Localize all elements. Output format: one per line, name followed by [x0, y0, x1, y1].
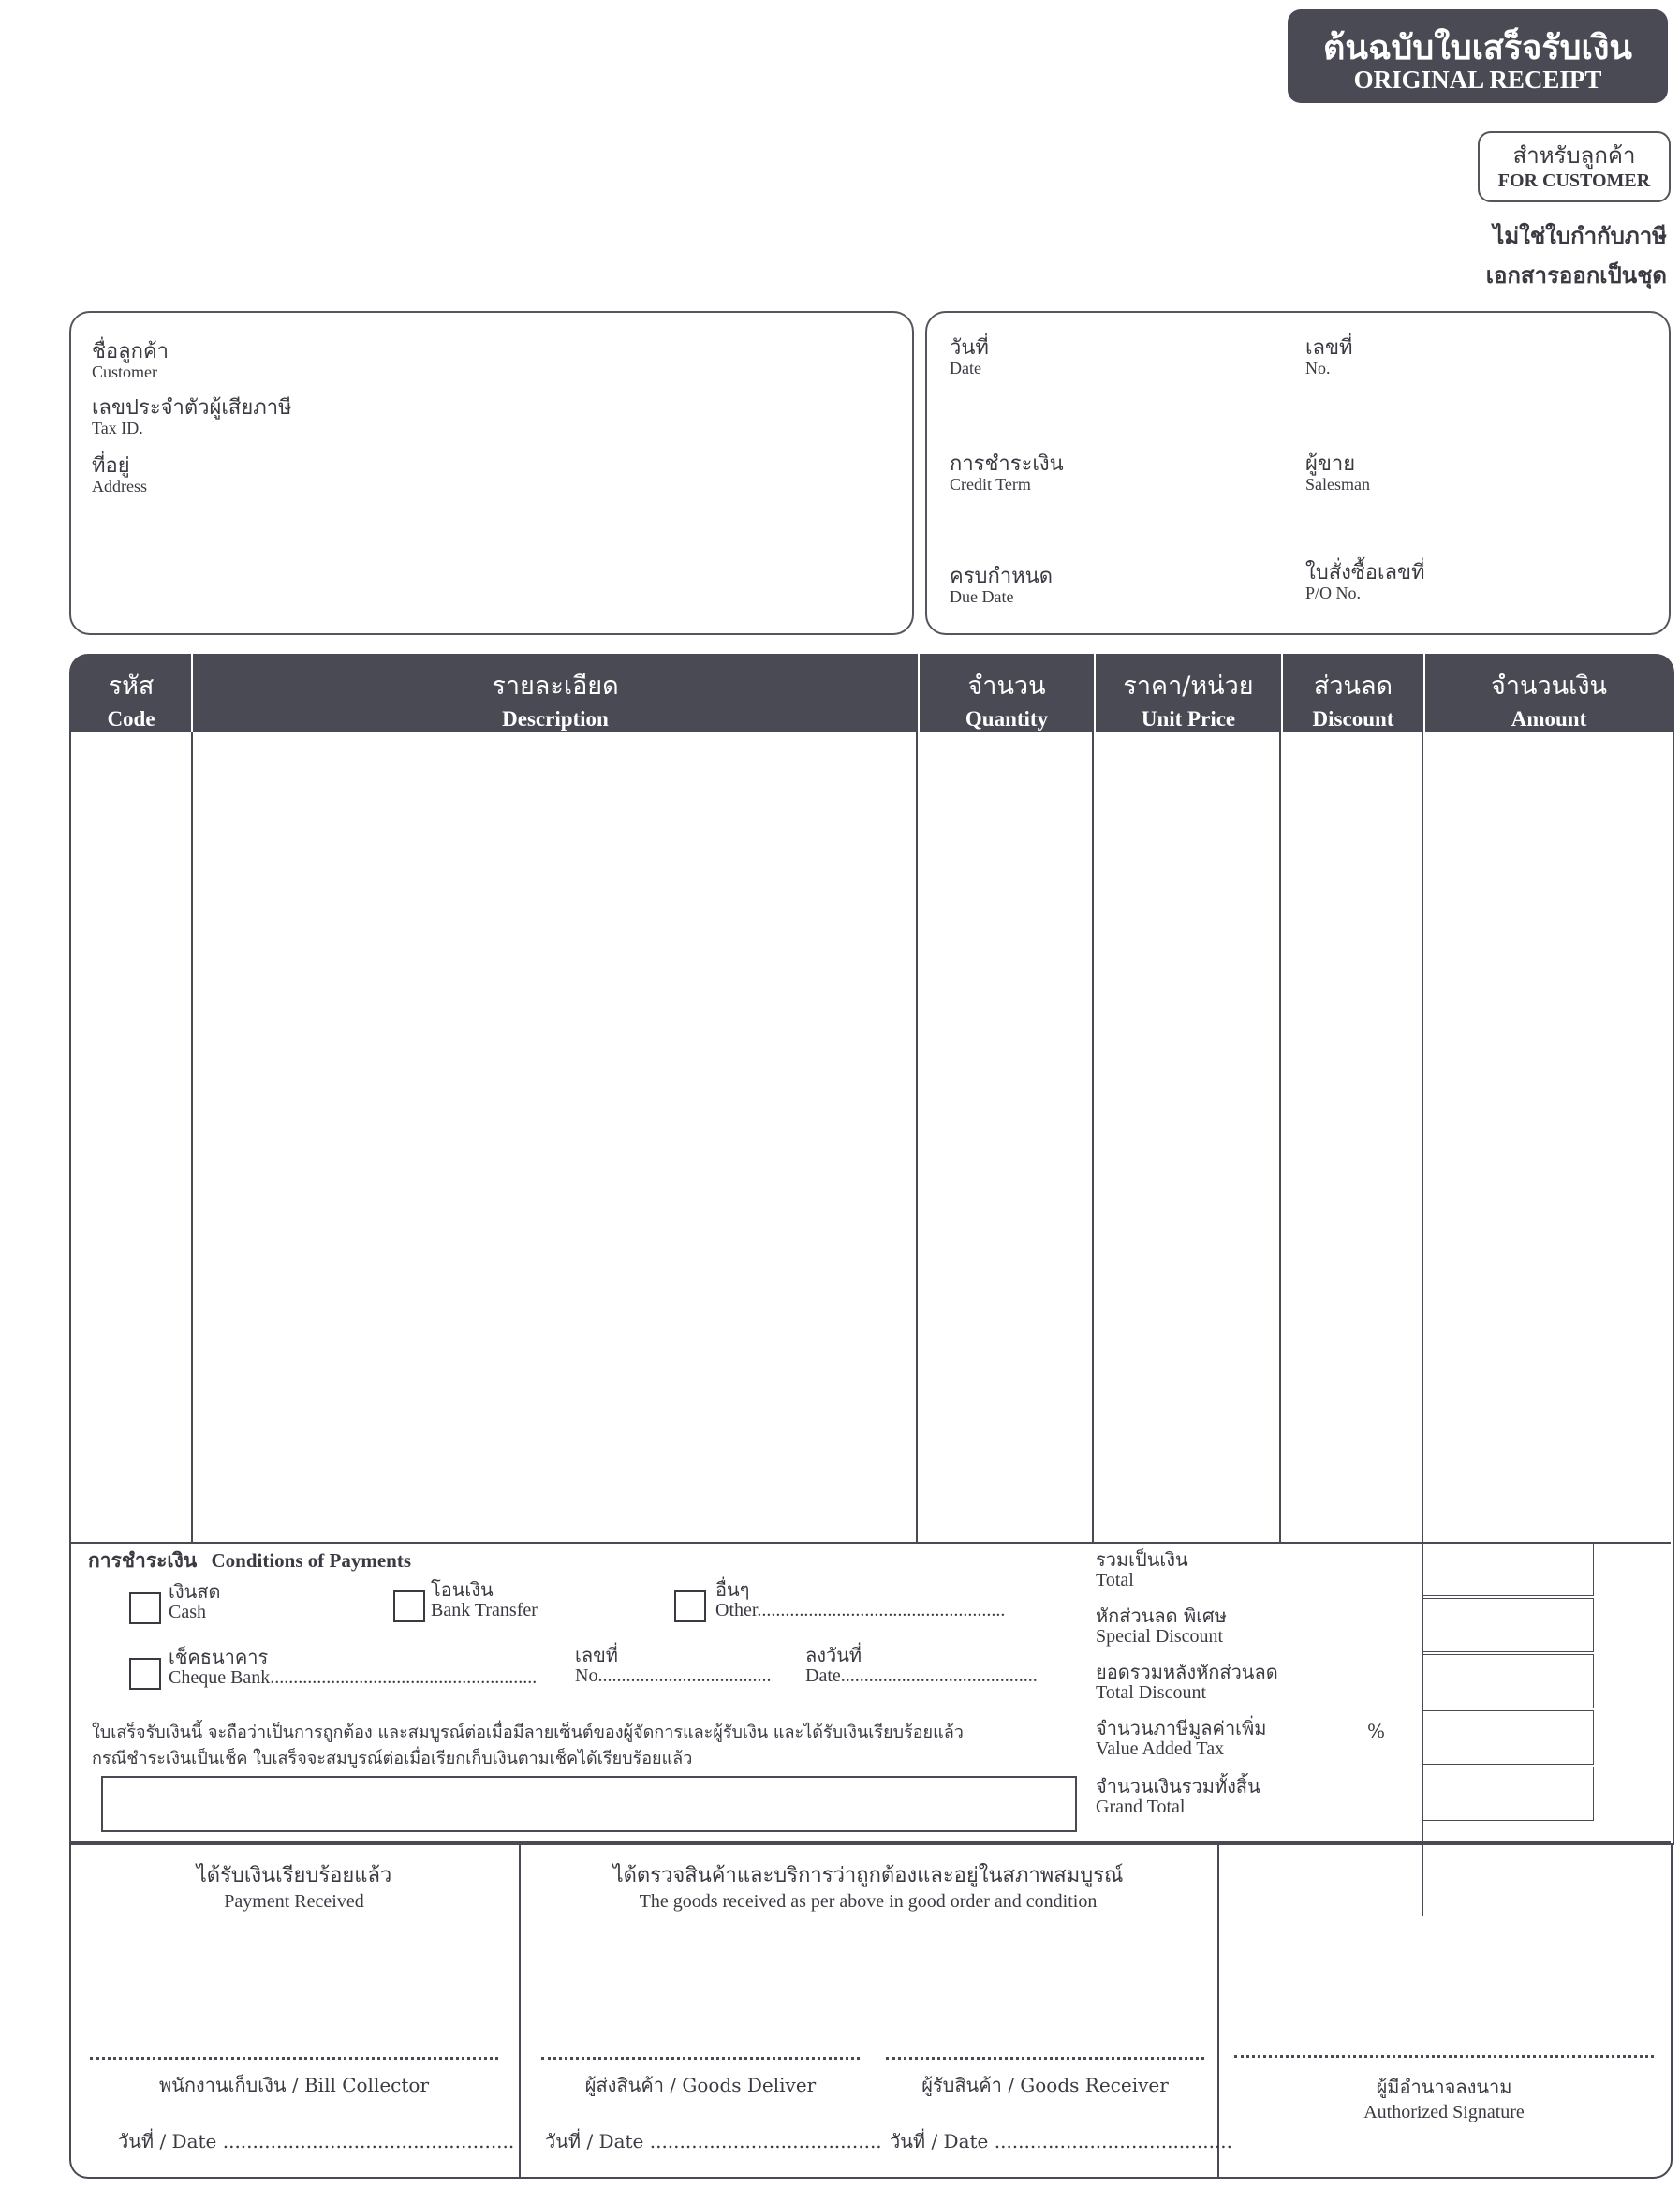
document-set-note: เอกสารออกเป็นชุด	[1485, 262, 1667, 288]
address-label-th: ที่อยู่	[92, 454, 130, 478]
cheque-validity-note: กรณีชำระเงินเป็นเช็ค ใบเสร็จจะสมบูรณ์ต่อเมื่อเรียกเก็บเงินตามเช็คได้เรียบร้อยแล้ว	[92, 1749, 693, 1768]
address-field[interactable]	[92, 455, 147, 496]
customer-label-th: ชื่อลูกค้า	[92, 340, 169, 363]
column-description-th: รายละเอียด	[492, 672, 619, 701]
grand-total-label-th: จำนวนเงินรวมทั้งสิ้น	[1096, 1775, 1260, 1797]
title-thai: ต้นฉบับใบเสร็จรับเงิน	[1322, 29, 1633, 67]
column-header-description	[191, 654, 918, 732]
transfer-label-en: Bank Transfer	[431, 1600, 538, 1620]
cheque-date-field[interactable]	[805, 1645, 1038, 1686]
vat-label-en: Value Added Tax	[1096, 1738, 1225, 1759]
document-info-box	[925, 311, 1671, 635]
title-banner	[1288, 9, 1668, 103]
date-field[interactable]	[950, 337, 989, 378]
tax-id-label-th: เลขประจำตัวผู้เสียภาษี	[92, 396, 292, 420]
date-label-th: วันที่	[950, 336, 989, 360]
receipt-validity-note: ใบเสร็จรับเงินนี้ จะถือว่าเป็นการถูกต้อง และสมบูรณ์ต่อเมื่อมีลายเซ็นต์ของผู้จัดการและผู้รับเงิน และได้รับเงินเรียบร้อยแล้ว	[92, 1723, 964, 1742]
goods-received-th: ได้ตรวจสินค้าและบริการว่าถูกต้องและอยู่ในสภาพสมบูรณ์	[612, 1864, 1124, 1887]
other-label-th: อื่นๆ	[715, 1578, 750, 1601]
column-amount-en: Amount	[1511, 707, 1587, 731]
credit-term-field[interactable]	[950, 453, 1064, 495]
goods-receiver-label: ผู้รับสินค้า / Goods Receiver	[921, 2074, 1169, 2096]
grand-total-label	[1096, 1776, 1260, 1817]
po-number-field[interactable]	[1305, 562, 1425, 603]
payment-received-en: Payment Received	[224, 1891, 364, 1912]
vat-label-th: จำนวนภาษีมูลค่าเพิ่ม	[1096, 1717, 1267, 1739]
cheque-option-label	[169, 1647, 537, 1688]
column-unit-price-th: ราคา/หน่วย	[1123, 672, 1254, 701]
doc-number-label-en: No.	[1305, 359, 1331, 378]
total-after-discount-label-en: Total Discount	[1096, 1682, 1207, 1703]
column-code-th: รหัส	[108, 672, 155, 701]
payment-title-th: การชำระเงิน	[88, 1549, 198, 1572]
column-unit-price-en: Unit Price	[1141, 707, 1236, 731]
salesman-field[interactable]	[1305, 453, 1370, 495]
vat-amount-field[interactable]	[1422, 1710, 1594, 1765]
items-table-header	[71, 654, 1673, 732]
special-discount-label	[1096, 1605, 1227, 1647]
column-code-en: Code	[107, 707, 155, 731]
cash-label-en: Cash	[169, 1602, 206, 1622]
bill-collector-date-field[interactable]: วันที่ / Date .................................................	[118, 2130, 515, 2152]
column-header-quantity	[918, 654, 1094, 732]
cheque-number-label-en: No.....................................	[575, 1665, 772, 1686]
total-label-th: รวมเป็นเงิน	[1096, 1548, 1188, 1571]
other-label-en[interactable]: Other.....................................................	[715, 1600, 1006, 1620]
grand-total-label-en: Grand Total	[1096, 1797, 1186, 1817]
goods-deliver-signature-line[interactable]	[541, 2057, 860, 2060]
due-date-field[interactable]	[950, 566, 1053, 607]
cheque-label-en[interactable]: Cheque Bank.........................................................	[169, 1667, 538, 1688]
cash-option-label	[169, 1581, 220, 1622]
total-label-en: Total	[1096, 1570, 1134, 1590]
grand-total-amount-field[interactable]	[1422, 1767, 1594, 1821]
title-english: ORIGINAL RECEIPT	[1353, 66, 1602, 94]
customer-field[interactable]	[92, 341, 169, 382]
doc-number-label-th: เลขที่	[1305, 336, 1353, 360]
due-date-label-en: Due Date	[950, 587, 1014, 607]
other-option-label	[715, 1579, 1005, 1620]
payment-received-heading	[69, 1858, 519, 1913]
copy-type-badge	[1478, 131, 1671, 202]
po-number-label-en: P/O No.	[1305, 584, 1362, 603]
other-checkbox[interactable]	[674, 1590, 706, 1622]
total-label	[1096, 1549, 1188, 1590]
tax-id-label-en: Tax ID.	[92, 419, 143, 438]
column-discount-th: ส่วนลด	[1313, 672, 1393, 701]
goods-received-heading	[519, 1858, 1217, 1913]
goods-receiver-signature-line[interactable]	[886, 2057, 1204, 2060]
authorized-signature-en: Authorized Signature	[1363, 2102, 1525, 2122]
tax-id-field[interactable]	[92, 397, 292, 438]
column-quantity-th: จำนวน	[967, 672, 1046, 701]
goods-deliver-date-field[interactable]: วันที่ / Date .......................................	[545, 2130, 882, 2152]
cheque-date-label-en: Date..........................................	[805, 1665, 1038, 1686]
total-after-discount-label-th: ยอดรวมหลังหักส่วนลด	[1096, 1661, 1278, 1683]
total-amount-field[interactable]	[1422, 1542, 1594, 1596]
address-label-en: Address	[92, 477, 147, 496]
doc-number-field[interactable]	[1305, 337, 1353, 378]
credit-term-label-th: การชำระเงิน	[950, 452, 1064, 476]
column-quantity-en: Quantity	[965, 707, 1049, 731]
customer-info-box	[69, 311, 914, 635]
goods-receiver-date-field[interactable]: วันที่ / Date ........................................	[890, 2130, 1233, 2152]
authorized-signature-label	[1234, 2072, 1654, 2123]
due-date-label-th: ครบกำหนด	[950, 565, 1053, 588]
copy-type-thai: สำหรับลูกค้า	[1512, 142, 1636, 169]
salesman-label-en: Salesman	[1305, 475, 1370, 495]
column-header-discount	[1281, 654, 1423, 732]
amount-in-words-box[interactable]	[101, 1776, 1077, 1832]
column-header-amount	[1423, 654, 1673, 732]
vat-label	[1096, 1718, 1266, 1759]
bank-transfer-checkbox[interactable]	[393, 1590, 425, 1622]
special-discount-label-en: Special Discount	[1096, 1626, 1224, 1647]
column-description-en: Description	[502, 707, 609, 731]
column-header-code	[71, 654, 191, 732]
date-label-en: Date	[950, 359, 981, 378]
cheque-number-label-th: เลขที่	[575, 1644, 618, 1666]
cheque-checkbox[interactable]	[129, 1658, 161, 1690]
column-amount-th: จำนวนเงิน	[1491, 672, 1607, 701]
items-table-body[interactable]	[71, 732, 1671, 1542]
cheque-number-field[interactable]	[575, 1645, 771, 1686]
bill-collector-signature-line[interactable]	[90, 2057, 498, 2060]
total-after-discount-label	[1096, 1662, 1278, 1703]
salesman-label-th: ผู้ขาย	[1305, 452, 1356, 476]
total-after-discount-amount-field[interactable]	[1422, 1654, 1594, 1708]
column-header-unit-price	[1094, 654, 1281, 732]
authorized-signature-th: ผู้มีอำนาจลงนาม	[1376, 2076, 1512, 2098]
authorized-signature-line[interactable]	[1234, 2055, 1654, 2058]
po-number-label-th: ใบสั่งซื้อเลขที่	[1305, 561, 1425, 584]
credit-term-label-en: Credit Term	[950, 475, 1031, 495]
vat-percent-field[interactable]: %	[1367, 1720, 1386, 1742]
column-discount-en: Discount	[1312, 707, 1394, 731]
customer-label-en: Customer	[92, 362, 157, 382]
cheque-date-label-th: ลงวันที่	[805, 1644, 862, 1666]
bank-transfer-option-label	[431, 1579, 538, 1620]
payment-title-en: Conditions of Payments	[211, 1549, 412, 1572]
payment-conditions-title	[88, 1546, 411, 1576]
transfer-label-th: โอนเงิน	[431, 1578, 494, 1601]
cheque-label-th: เช็คธนาคาร	[169, 1646, 269, 1668]
payment-received-th: ได้รับเงินเรียบร้อยแล้ว	[196, 1864, 392, 1887]
special-discount-label-th: หักส่วนลด พิเศษ	[1096, 1605, 1227, 1627]
goods-deliver-label: ผู้ส่งสินค้า / Goods Deliver	[584, 2074, 817, 2096]
cash-label-th: เงินสด	[169, 1580, 221, 1603]
copy-type-english: FOR CUSTOMER	[1497, 170, 1651, 191]
goods-received-en: The goods received as per above in good order and condition	[639, 1891, 1098, 1912]
not-tax-invoice-note: ไม่ใช่ใบกำกับภาษี	[1493, 223, 1667, 249]
cash-checkbox[interactable]	[129, 1592, 161, 1624]
bill-collector-label: พนักงานเก็บเงิน / Bill Collector	[158, 2074, 430, 2096]
special-discount-amount-field[interactable]	[1422, 1598, 1594, 1652]
